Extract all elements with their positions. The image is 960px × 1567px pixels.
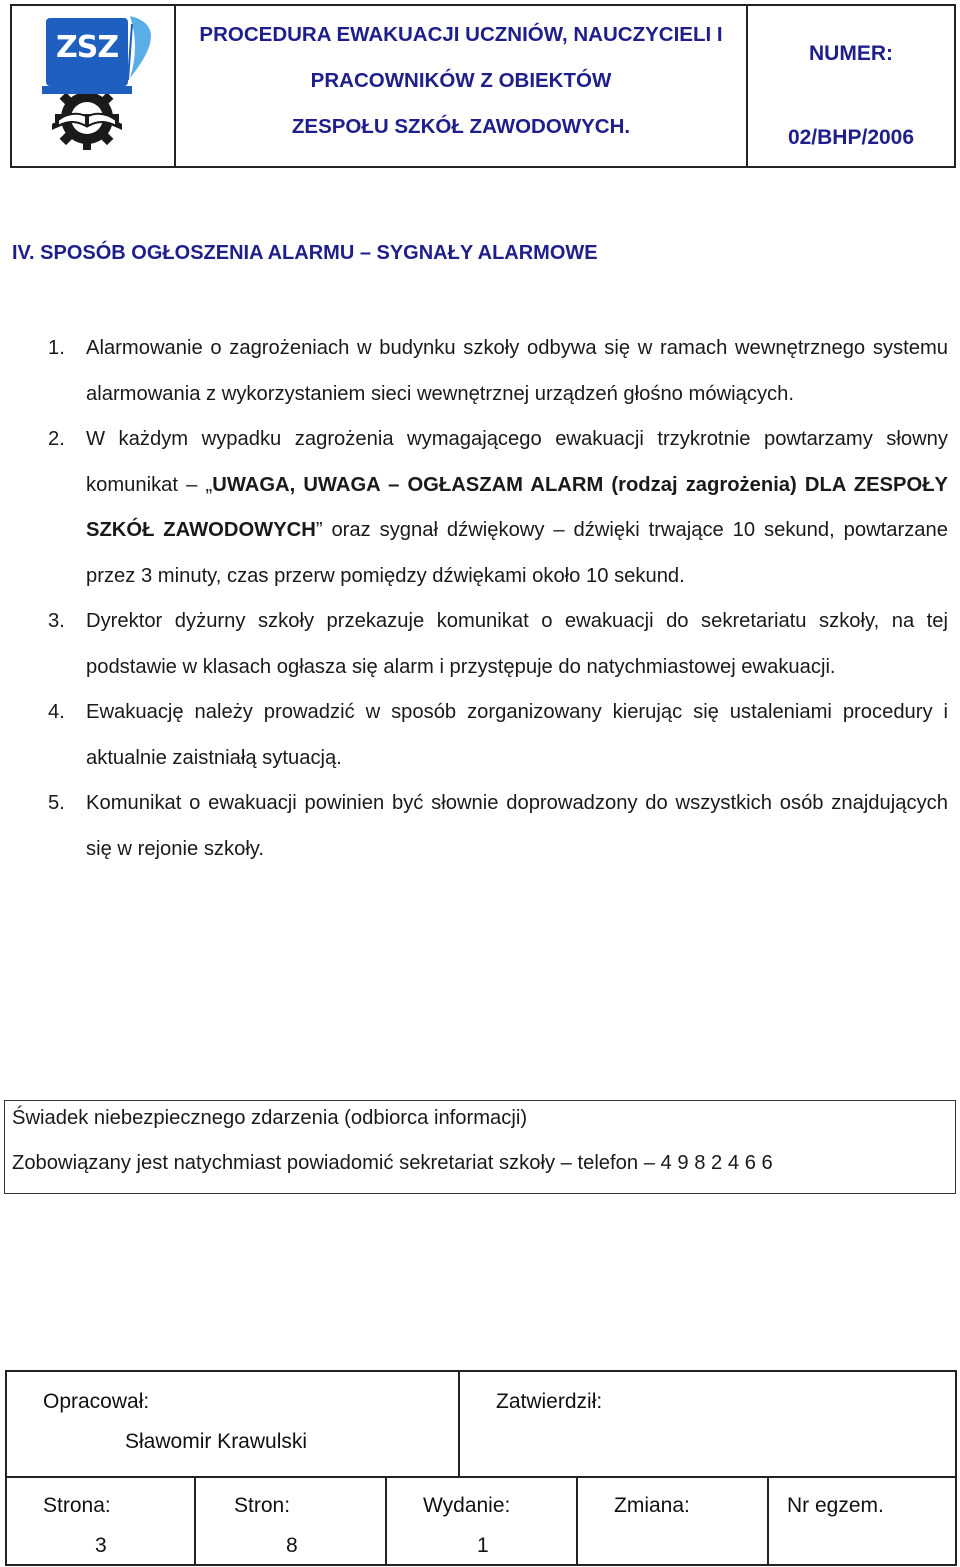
document-footer-table [5,1370,957,1566]
title-line-2: PRACOWNIKÓW Z OBIEKTÓW [310,69,612,92]
school-logo [12,6,176,166]
logo-text: ZSZ [56,30,119,65]
footer-meta-row [7,1476,955,1564]
prepared-by-cell [7,1372,460,1476]
witness-line-1: Świadek niebezpiecznego zdarzenia (odbiorca informacji) [12,1107,528,1129]
list-item-text-continued: ” oraz sygnał dźwiękowy – dźwięki trwające 10 sekund, powtarzane przez 3 minuty, czas przerw pomiędzy dźwiękami około 10 sekund. [86,519,948,587]
section-title: IV. SPOSÓB OGŁOSZENIA ALARMU – SYGNAŁY ALARMOWE [12,242,598,264]
list-item-number: 5. [48,792,65,814]
edition-value: 1 [477,1534,489,1557]
list-item-text: Dyrektor dyżurny szkoły przekazuje komunikat o ewakuacji do sekretariatu szkoły, na tej podstawie w klasach ogłasza się alarm i przystępuje do natychmiastowej ewakuacji. [86,610,948,678]
document-number [748,6,954,166]
list-item [48,781,948,872]
copy-number-label: Nr egzem. [787,1494,884,1517]
copy-number-cell [769,1476,955,1564]
list-item-text: Komunikat o ewakuacji powinien być słownie doprowadzony do wszystkich osób znajdujących się w rejonie szkoły. [86,792,948,860]
change-cell [578,1476,769,1564]
edition-label: Wydanie: [423,1494,511,1517]
pages-value: 8 [286,1534,298,1557]
list-item [48,417,948,599]
list-item-number: 2. [48,428,65,450]
list-item [48,326,948,417]
edition-cell [387,1476,578,1564]
approved-by-cell [460,1372,955,1476]
footer-approval-row [7,1372,955,1478]
procedure-list [48,326,948,872]
list-item-text: Ewakuację należy prowadzić w sposób zorganizowany kierując się ustaleniami procedury i aktualnie zaistniałą sytuacją. [86,701,948,769]
list-item [48,690,948,781]
list-item-number: 3. [48,610,65,632]
document-header [10,4,956,168]
number-label: NUMER: [809,42,893,65]
prepared-by-name: Sławomir Krawulski [125,1430,308,1453]
witness-line-2: Zobowiązany jest natychmiast powiadomić sekretariat szkoły – telefon – 4 9 8 2 4 6 6 [12,1152,773,1174]
alarm-message: UWAGA, UWAGA – OGŁASZAM ALARM (rodzaj zagrożenia) DLA ZESPOŁY SZKÓŁ ZAWODOWYCH [86,473,948,541]
witness-notice-box [4,1100,956,1194]
approved-by-label: Zatwierdził: [496,1390,603,1413]
pages-cell [196,1476,387,1564]
list-item [48,599,948,690]
title-line-3: ZESPOŁU SZKÓŁ ZAWODOWYCH. [291,115,631,138]
page-label: Strona: [43,1494,111,1517]
prepared-by-label: Opracował: [43,1390,150,1413]
change-label: Zmiana: [614,1494,690,1517]
title-line-1: PROCEDURA EWAKUACJI UCZNIÓW, NAUCZYCIELI I [199,23,723,46]
list-item-text: Alarmowanie o zagrożeniach w budynku szkoły odbywa się w ramach wewnętrznego systemu alarmowania z wykorzystaniem sieci wewnętrznej urządzeń głośno mówiących. [86,337,948,405]
list-item-text: W każdym wypadku zagrożenia wymagającego ewakuacji trzykrotnie powtarzamy słowny komunikat – „ [86,428,948,496]
page-value: 3 [95,1534,107,1557]
page-cell [7,1476,196,1564]
list-item-number: 4. [48,701,65,723]
document-title [176,6,748,166]
number-value: 02/BHP/2006 [787,126,915,149]
pages-label: Stron: [234,1494,291,1517]
list-item-number: 1. [48,337,65,359]
